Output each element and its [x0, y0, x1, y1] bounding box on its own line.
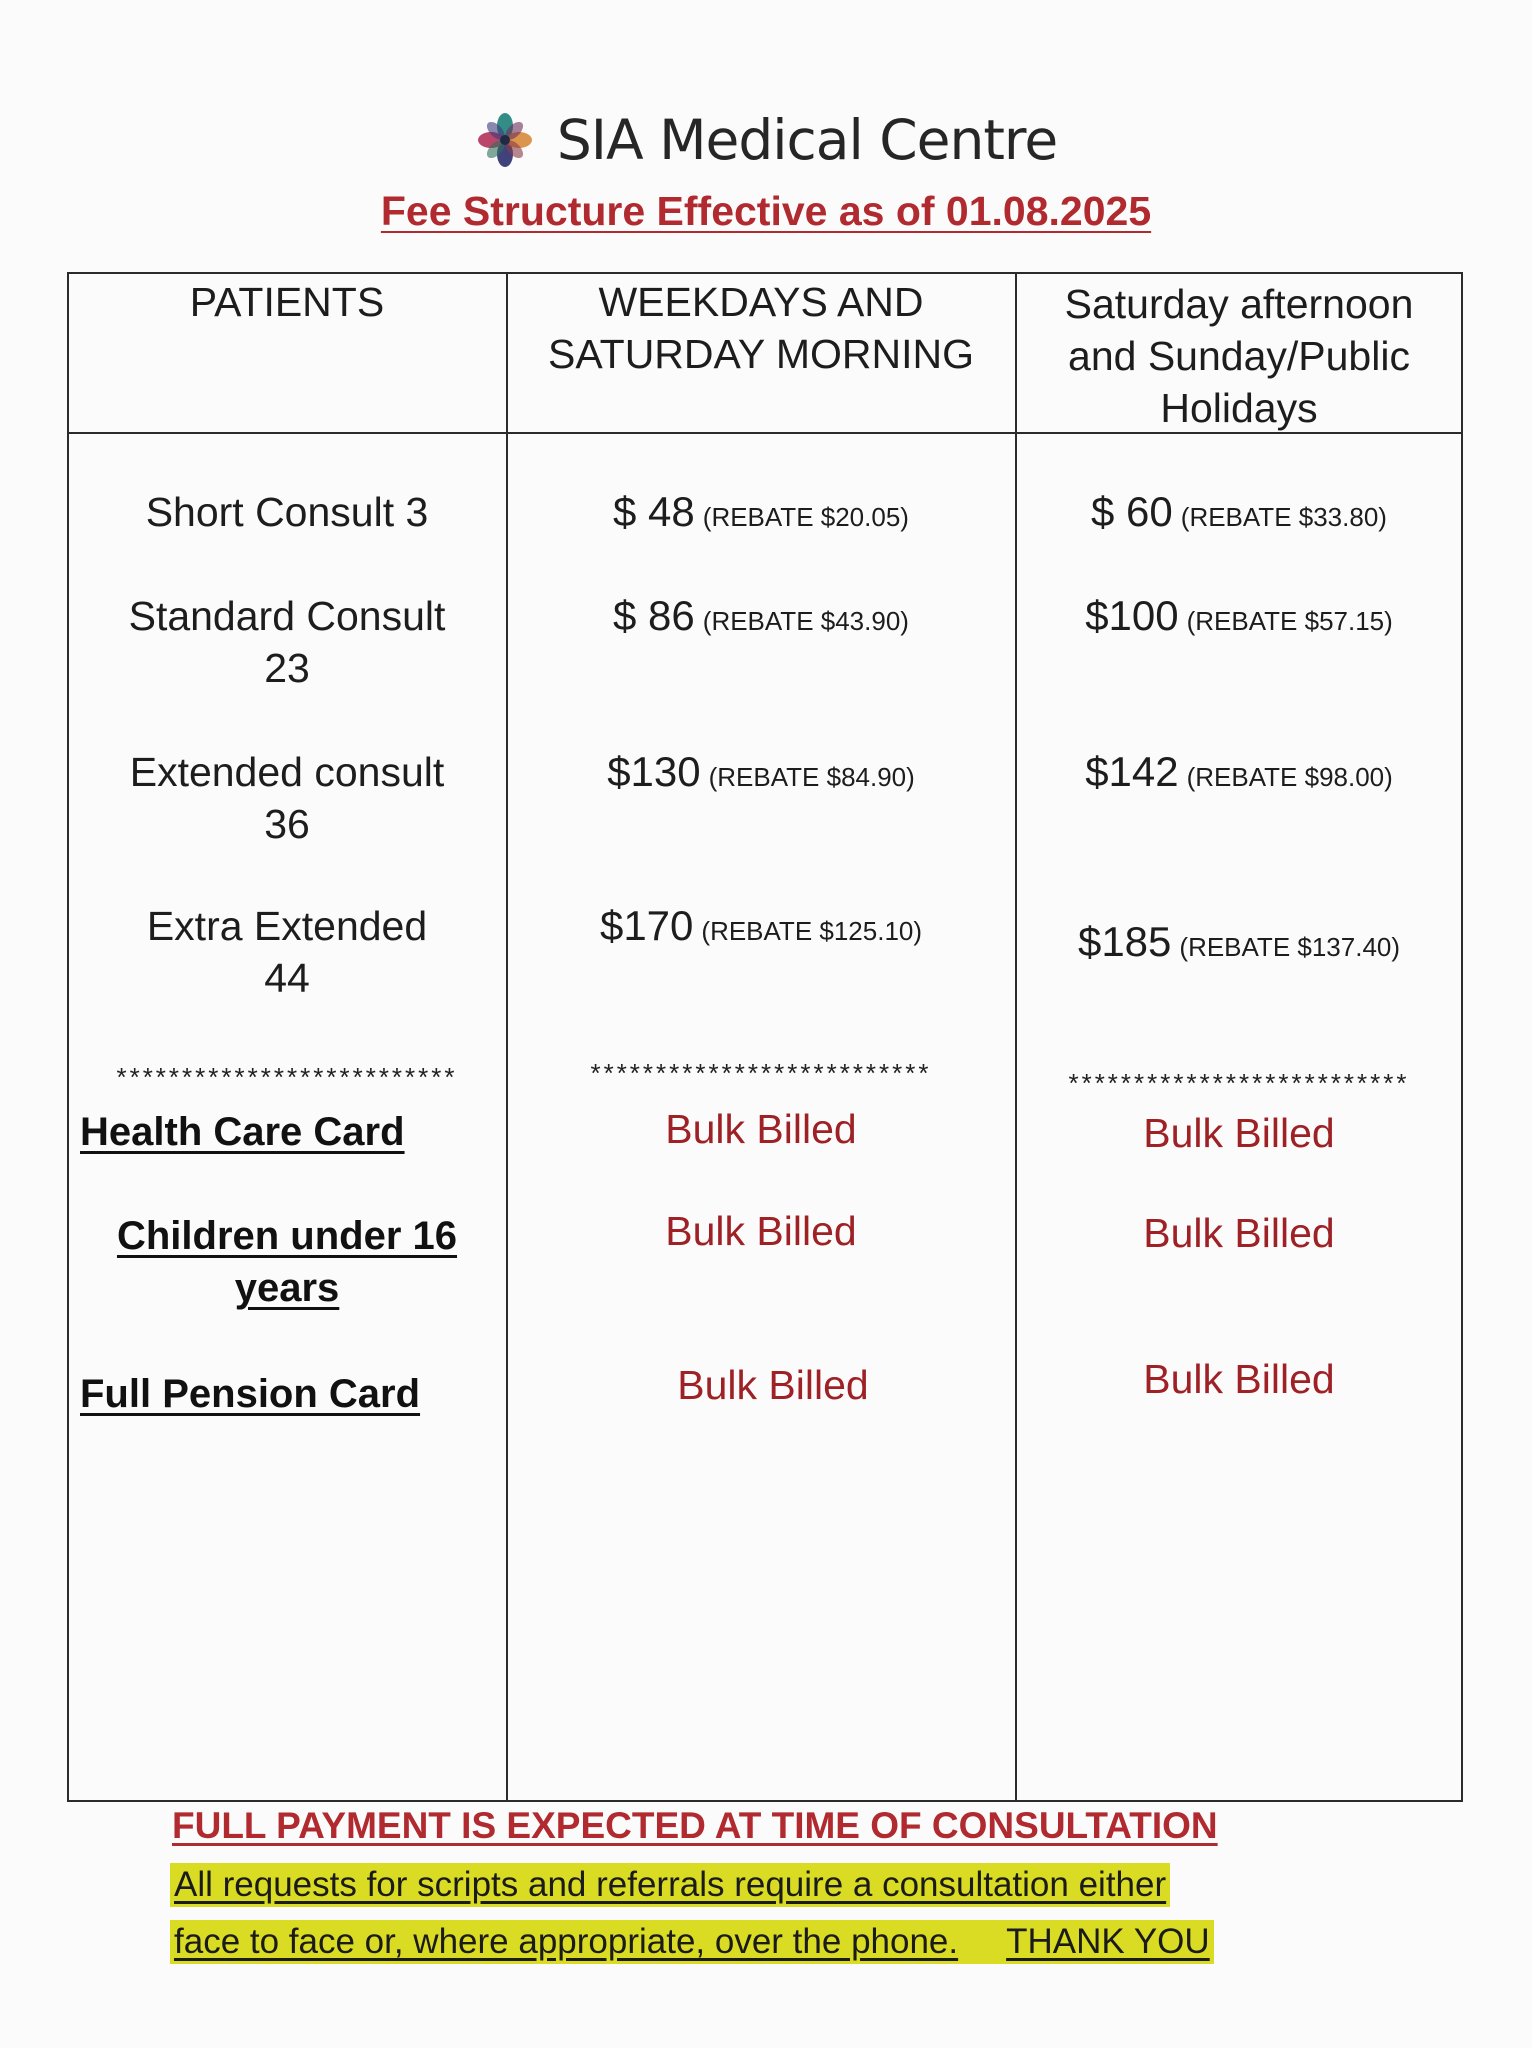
fee-amount: $ 86 — [613, 592, 695, 639]
weekday-fee-short — [508, 488, 1014, 536]
consult-label-line: Extended consult — [129, 749, 445, 795]
bulk-billed-weekend: Bulk Billed — [1143, 1356, 1335, 1402]
header-weekdays-line: SATURDAY MORNING — [548, 331, 974, 377]
header-patients-line: PATIENTS — [189, 279, 385, 325]
weekend-fee-short — [1017, 488, 1461, 536]
separator-stars: ************************** — [1068, 1068, 1410, 1098]
consult-label-line: Short Consult 3 — [145, 489, 429, 535]
concession-label-line: years — [234, 1266, 340, 1310]
weekend-fee-standard — [1017, 592, 1461, 640]
bulk-billed-weekend: Bulk Billed — [1143, 1210, 1335, 1256]
fee-amount: $ 60 — [1091, 488, 1173, 535]
header-weekend — [1017, 278, 1461, 434]
fee-amount: $100 — [1085, 592, 1179, 639]
weekend-fee-extended — [1017, 748, 1461, 796]
header-weekdays — [508, 276, 1014, 380]
weekday-fee-extended — [508, 748, 1014, 796]
header-weekend-line: and Sunday/Public — [1068, 333, 1410, 379]
payment-notice: FULL PAYMENT IS EXPECTED AT TIME OF CONSULTATION — [172, 1805, 1218, 1846]
rebate-amount: (REBATE $43.90) — [702, 606, 909, 636]
concession-label-line: Full Pension Card — [80, 1372, 421, 1416]
separator-stars: ************************** — [116, 1062, 458, 1092]
fee-amount: $130 — [607, 748, 701, 795]
rebate-amount: (REBATE $137.40) — [1179, 932, 1401, 962]
header-weekend-line: Saturday afternoon — [1064, 281, 1414, 327]
concession-label-line: Children under 16 — [116, 1214, 458, 1258]
clinic-name: SIA Medical Centre — [556, 108, 1058, 172]
consult-label-extended — [69, 746, 505, 850]
rebate-amount: (REBATE $98.00) — [1186, 762, 1393, 792]
separator-stars: ************************** — [590, 1058, 932, 1088]
concession-label-health-care-card — [80, 1106, 500, 1158]
consult-label-line: Extra Extended — [146, 903, 428, 949]
bulk-billed-weekday: Bulk Billed — [665, 1106, 857, 1152]
consult-label-line: 36 — [264, 801, 310, 847]
bulk-billed-weekend: Bulk Billed — [1143, 1110, 1335, 1156]
header-weekend-line: Holidays — [1160, 385, 1318, 431]
weekday-fee-standard — [508, 592, 1014, 640]
header-patients — [69, 276, 505, 328]
consult-label-line: 44 — [264, 955, 310, 1001]
fee-amount: $ 48 — [613, 488, 695, 535]
scripts-notice-line — [170, 1863, 1170, 1907]
consult-label-short — [69, 486, 505, 538]
scripts-notice-text: All requests for scripts and referrals require a consultation either — [174, 1865, 1167, 1904]
rebate-amount: (REBATE $125.10) — [701, 916, 923, 946]
concession-label-full-pension-card — [80, 1368, 500, 1420]
consult-label-standard — [69, 590, 505, 694]
clinic-header — [0, 100, 1532, 180]
rebate-amount: (REBATE $57.15) — [1186, 606, 1393, 636]
clinic-logo-icon — [475, 110, 535, 170]
concession-label-children — [69, 1210, 505, 1314]
concession-label-line: Health Care Card — [80, 1110, 405, 1154]
thank-you-text: THANK YOU — [1006, 1922, 1210, 1961]
consult-label-extra-extended — [69, 900, 505, 1004]
scripts-notice-text: face to face or, where appropriate, over the phone. — [174, 1922, 959, 1961]
consult-label-line: Standard Consult — [128, 593, 446, 639]
fee-amount: $185 — [1077, 918, 1172, 965]
fee-amount: $170 — [599, 902, 694, 949]
fee-amount: $142 — [1085, 748, 1179, 795]
rebate-amount: (REBATE $20.05) — [702, 502, 909, 532]
bulk-billed-weekday: Bulk Billed — [677, 1362, 869, 1408]
weekday-fee-extra-extended — [508, 902, 1014, 950]
header-weekdays-line: WEEKDAYS AND — [598, 279, 924, 325]
rebate-amount: (REBATE $84.90) — [708, 762, 915, 792]
fee-structure-title-text: Fee Structure Effective as of 01.08.2025 — [380, 188, 1152, 234]
scripts-notice-line — [170, 1920, 1214, 1964]
consult-label-line: 23 — [264, 645, 310, 691]
fee-structure-title — [0, 188, 1532, 235]
rebate-amount: (REBATE $33.80) — [1180, 502, 1387, 532]
weekend-fee-extra-extended — [1017, 918, 1461, 966]
bulk-billed-weekday: Bulk Billed — [665, 1208, 857, 1254]
